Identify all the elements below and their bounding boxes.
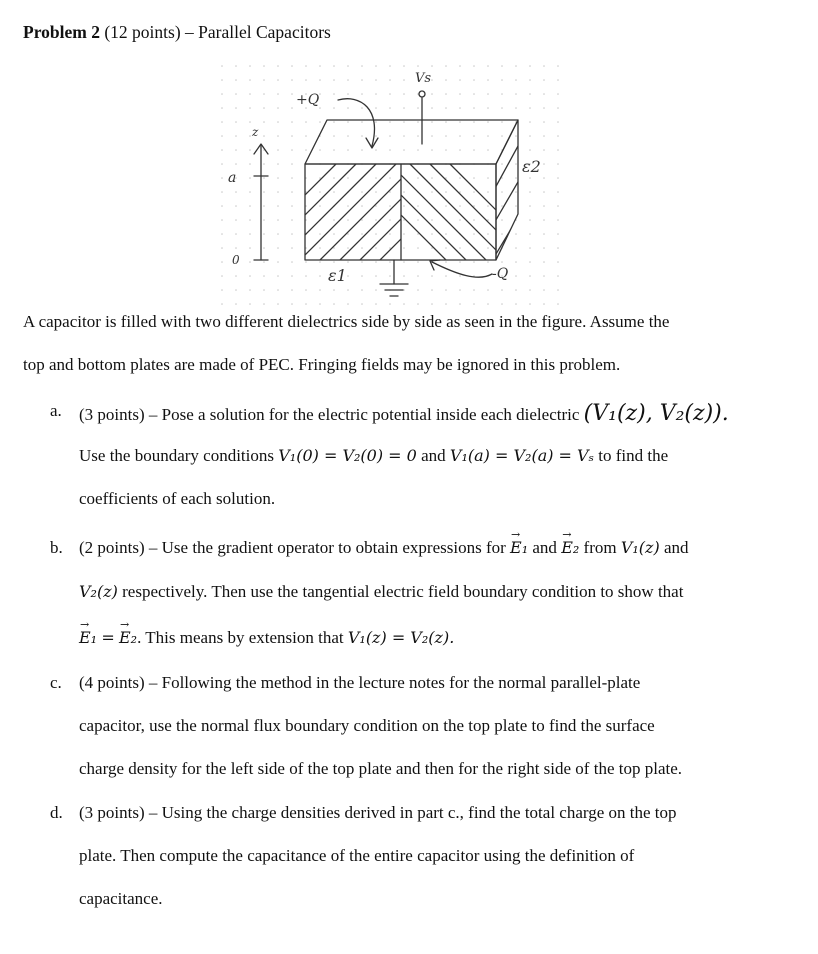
part-b-letter: b.	[50, 538, 63, 557]
a-tick-label: a	[228, 170, 237, 186]
part-a-potentials: (V₁(z), V₂(z)).	[583, 401, 729, 426]
part-b-line-2: V₂(z) respectively. Then use the tangential electric field boundary condition to show that	[79, 582, 684, 601]
intro-line-1: A capacitor is filled with two different dielectrics side by side as seen in the figure. Assume the	[23, 312, 670, 331]
intro-line-2: top and bottom plates are made of PEC. Fringing fields may be ignored in this problem.	[23, 355, 621, 374]
part-b-line-1: (2 points) – Use the gradient operator to obtain expressions for → E₁ and → E₂ from V₁(z) and	[79, 538, 689, 558]
eps1-label: ε1	[328, 266, 347, 285]
eps2-label: ε2	[522, 157, 541, 176]
bc-at-zero: V₁(0) = V₂(0) = 0	[278, 446, 417, 465]
part-c-letter: c.	[50, 673, 62, 692]
part-a-line-3: coefficients of each solution.	[79, 489, 276, 508]
part-b-line-3: → E₁ = → E₂. This means by extension that V₁(z) = V₂(z).	[79, 628, 454, 648]
problem-label: Problem 2	[23, 22, 100, 42]
part-a-line-2: Use the boundary conditions V₁(0) = V₂(0) = 0 and V₁(a) = V₂(a) = Vₛ to find the	[79, 446, 669, 465]
problem-topic: Parallel Capacitors	[198, 22, 331, 42]
part-d-line-1: (3 points) – Using the charge densities derived in part c., find the total charge on the top	[79, 803, 677, 822]
vs-label: Vs	[415, 71, 432, 86]
capacitor-figure	[220, 64, 560, 314]
minus-q-label: -Q	[492, 266, 509, 282]
part-c-line-2: capacitor, use the normal flux boundary condition on the top plate to find the surface	[79, 716, 655, 735]
part-d-line-2: plate. Then compute the capacitance of the entire capacitor using the definition of	[79, 846, 635, 865]
bc-at-a: V₁(a) = V₂(a) = Vₛ	[449, 446, 594, 465]
part-c-line-3: charge density for the left side of the top plate and then for the right side of the top plate.	[79, 759, 683, 778]
zero-tick-label: 0	[232, 253, 240, 267]
e2-vector: → E₂	[561, 538, 579, 557]
part-a-line-1: (3 points) – Pose a solution for the electric potential inside each dielectric (V₁(z), V₂(z)).	[79, 401, 729, 426]
problem-heading	[23, 22, 331, 43]
part-a-letter: a.	[50, 401, 62, 420]
part-d-letter: d.	[50, 803, 63, 822]
problem-points: (12 points)	[104, 22, 181, 42]
plus-q-label: +Q	[296, 92, 320, 108]
part-d-line-3: capacitance.	[79, 889, 163, 908]
z-axis-label: z	[252, 125, 259, 139]
heading-dash: –	[185, 22, 194, 42]
e1-vector: → E₁	[510, 538, 528, 557]
dot-grid	[220, 64, 560, 309]
part-c-line-1: (4 points) – Following the method in the lecture notes for the normal parallel-plate	[79, 673, 641, 692]
